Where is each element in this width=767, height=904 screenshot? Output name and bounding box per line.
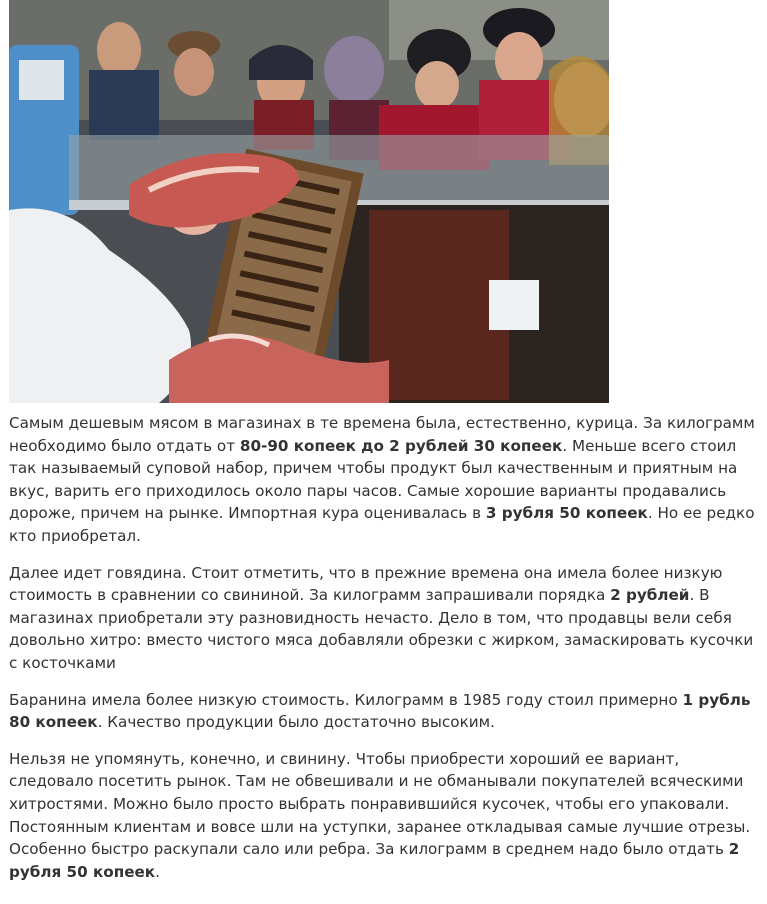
- price-highlight: 3 рубля 50 копеек: [485, 504, 648, 523]
- article-photo: [9, 0, 609, 403]
- text-run: Баранина имела более низкую стоимость. Килограмм в 1985 году стоил примерно: [9, 690, 683, 709]
- price-highlight: 80-90 копеек до 2 рублей 30 копеек: [239, 436, 563, 455]
- price-highlight: 2 рублей: [610, 586, 690, 605]
- text-run: . В магазинах приобретали эту разновидность нечасто. Дело в том, что продавцы вели себя довольно хитро: вместо чистого мяса добавляли обрезки с жирком, замаскировать кусочки с косточками: [9, 586, 754, 672]
- text-run: Самым дешевым мясом в магазинах в те времена была, естественно, курица. За килограмм необходимо было отдать от: [9, 414, 755, 455]
- paragraph-lamb: [9, 689, 761, 734]
- paragraph-pork: [9, 748, 761, 884]
- text-run: .: [155, 862, 160, 881]
- text-run: Далее идет говядина. Стоит отметить, что в прежние времена она имела более низкую стоимость в сравнении со свининой. За килограмм запрашивали порядка: [9, 563, 723, 605]
- paragraph-beef: [9, 562, 761, 675]
- paragraph-chicken: [9, 412, 761, 548]
- text-run: Нельзя не упомянуть, конечно, и свинину. Чтобы приобрести хороший ее вариант, следовало посетить рынок. Там не обвешивали и не обманывали покупателей всяческими хитростями. Можно было просто выбрать понравившийся кусочек, чтобы его упаковали. Постоянным клиентам и вовсе шли на уступки, заранее откладывая самые лучшие отрезы. Особенно быстро раскупали сало или ребра. За килограмм в среднем надо было отдать: [9, 749, 751, 859]
- text-run: . Качество продукции было достаточно высоким.: [97, 713, 495, 732]
- text-run: . Но ее редко кто приобретал.: [9, 504, 755, 545]
- text-run: . Меньше всего стоил так называемый суповой набор, причем чтобы продукт был качественным и приятным на вкус, варить его приходилось около пары часов. Самые хорошие варианты продавались дороже, причем на рынке. Импортная кура оценивалась в: [9, 436, 738, 523]
- article-body: [9, 412, 761, 897]
- price-highlight: 2 рубля 50 копеек: [9, 840, 740, 881]
- price-highlight: 1 рубль 80 копеек: [9, 690, 751, 732]
